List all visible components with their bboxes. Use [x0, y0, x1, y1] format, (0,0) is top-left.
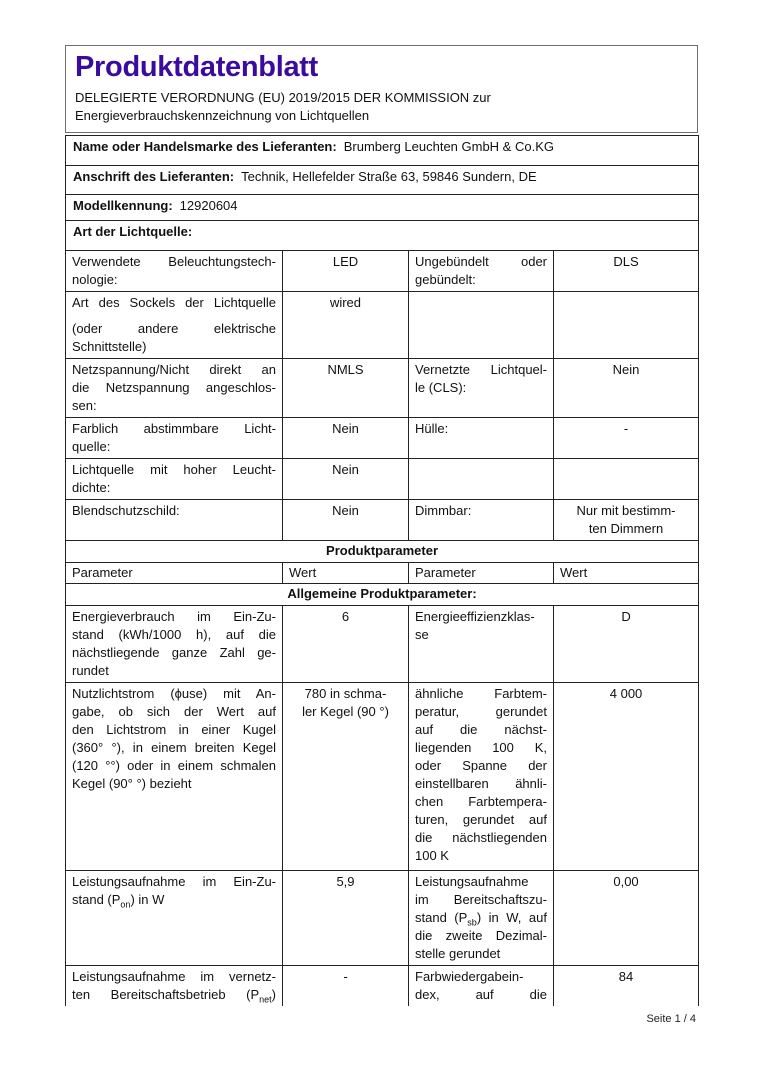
table-row	[66, 584, 699, 606]
param-cell: Ungebündelt oder gebündelt:	[409, 251, 554, 292]
param-cell: Vernetzte Lichtquel- le (CLS):	[409, 359, 554, 418]
value-cell: -	[283, 966, 409, 1007]
table-row	[66, 359, 699, 418]
table-row	[66, 683, 699, 871]
value-cell: DLS	[554, 251, 699, 292]
value-cell: wired	[283, 292, 409, 359]
value-cell: NMLS	[283, 359, 409, 418]
value-cell: -	[554, 418, 699, 459]
column-header: Parameter	[66, 563, 283, 584]
column-header: Wert	[283, 563, 409, 584]
param-cell: Dimmbar:	[409, 500, 554, 541]
param-cell: Farbwiedergabein- dex, auf die	[409, 966, 554, 1007]
value-cell: 6	[283, 606, 409, 683]
param-cell: Lichtquelle mit hoher Leucht- dichte:	[66, 459, 283, 500]
table-row	[66, 292, 699, 359]
document-page	[65, 45, 698, 1025]
light-source-type-label: Art der Lichtquelle:	[73, 224, 193, 239]
section-title: Produktparameter	[66, 541, 699, 563]
column-header: Parameter	[409, 563, 554, 584]
value-cell: D	[554, 606, 699, 683]
table-row	[66, 500, 699, 541]
value-cell: Nein	[283, 459, 409, 500]
value-cell	[554, 292, 699, 359]
param-cell: Art des Sockels der Lichtquelle (oder andere elektrische Schnittstelle)	[66, 292, 283, 359]
value-cell: Nur mit bestimm- ten Dimmern	[554, 500, 699, 541]
value-cell: LED	[283, 251, 409, 292]
table-row	[66, 871, 699, 966]
table-row	[66, 966, 699, 1007]
page-number: Seite 1 / 4	[646, 1013, 696, 1025]
supplier-name-cell	[66, 136, 699, 166]
param-cell: Blendschutzschild:	[66, 500, 283, 541]
value-cell: Nein	[283, 500, 409, 541]
value-cell: Nein	[554, 359, 699, 418]
param-cell	[409, 459, 554, 500]
param-cell: Leistungsaufnahme im Bereitschaftszu- stand $(P_{sb})$ in W, auf die zweite Dezimal- stelle gerundet	[409, 871, 554, 966]
table-row	[66, 221, 699, 251]
model-id-label: Modellkennung:	[73, 198, 173, 213]
param-cell: Energieeffizienzklas- se	[409, 606, 554, 683]
value-cell: 84	[554, 966, 699, 1007]
subscript: sb	[467, 917, 477, 928]
param-cell: Verwendete Beleuchtungstech- nologie:	[66, 251, 283, 292]
model-id-value: 12920604	[179, 198, 238, 213]
table-row	[66, 195, 699, 221]
table-row	[66, 606, 699, 683]
page-title: Produktdatenblatt	[75, 51, 319, 83]
table-row	[66, 166, 699, 195]
param-cell	[409, 292, 554, 359]
table-row	[66, 459, 699, 500]
param-cell: ähnliche Farbtem- peratur, gerundet auf die nächst- liegenden 100 K, oder Spanne der einstellbaren ähnli- chen Farbtempera- turen, gerundet auf die nächstliegenden 100 K	[409, 683, 554, 871]
supplier-address-label: Anschrift des Lieferanten:	[73, 169, 235, 184]
supplier-address-value: Technik, Hellefelder Straße 63, 59846 Sundern, DE	[241, 169, 537, 184]
supplier-address-cell	[66, 166, 699, 195]
table-row	[66, 563, 699, 584]
value-cell	[554, 459, 699, 500]
subsection-title: Allgemeine Produktparameter:	[66, 584, 699, 606]
param-cell: Nutzlichtstrom (ϕuse) mit An- gabe, ob sich der Wert auf den Lichtstrom in einer Kugel (360° °), in einem breiten Kegel (120 °°) oder in einem schmalen Kegel (90° °) bezieht	[66, 683, 283, 871]
param-cell: Netzspannung/Nicht direkt an die Netzspannung angeschlos- sen:	[66, 359, 283, 418]
value-cell: 5,9	[283, 871, 409, 966]
header-box	[65, 45, 698, 133]
value-cell: 4 000	[554, 683, 699, 871]
param-cell: Hülle:	[409, 418, 554, 459]
model-id-cell	[66, 195, 699, 221]
param-cell: Farblich abstimmbare Licht- quelle:	[66, 418, 283, 459]
value-cell: Nein	[283, 418, 409, 459]
subscript: on	[120, 899, 131, 910]
param-cell: Leistungsaufnahme im Ein-Zu- stand $(P_{on})$ in W	[66, 871, 283, 966]
datasheet-table	[65, 135, 699, 1006]
supplier-name-value: Brumberg Leuchten GmbH & Co.KG	[343, 139, 554, 154]
supplier-name-label: Name oder Handelsmarke des Lieferanten:	[73, 139, 337, 154]
table-row	[66, 418, 699, 459]
regulation-subtitle: DELEGIERTE VERORDNUNG (EU) 2019/2015 DER KOMMISSION zur Energieverbrauchskennzeichnung von Lichtquellen	[75, 90, 491, 123]
value-cell: 780 in schma- ler Kegel (90 °)	[283, 683, 409, 871]
param-cell: Energieverbrauch im Ein-Zu- stand (kWh/1000 h), auf die nächstliegende ganze Zahl ge- rundet	[66, 606, 283, 683]
table-row	[66, 136, 699, 166]
column-header: Wert	[554, 563, 699, 584]
subscript: net	[259, 994, 272, 1005]
table-row	[66, 251, 699, 292]
value-cell: 0,00	[554, 871, 699, 966]
light-source-type-cell	[66, 221, 699, 251]
param-cell: Leistungsaufnahme im vernetz- ten Bereitschaftsbetrieb $(P_{net})$	[66, 966, 283, 1007]
table-row	[66, 541, 699, 563]
